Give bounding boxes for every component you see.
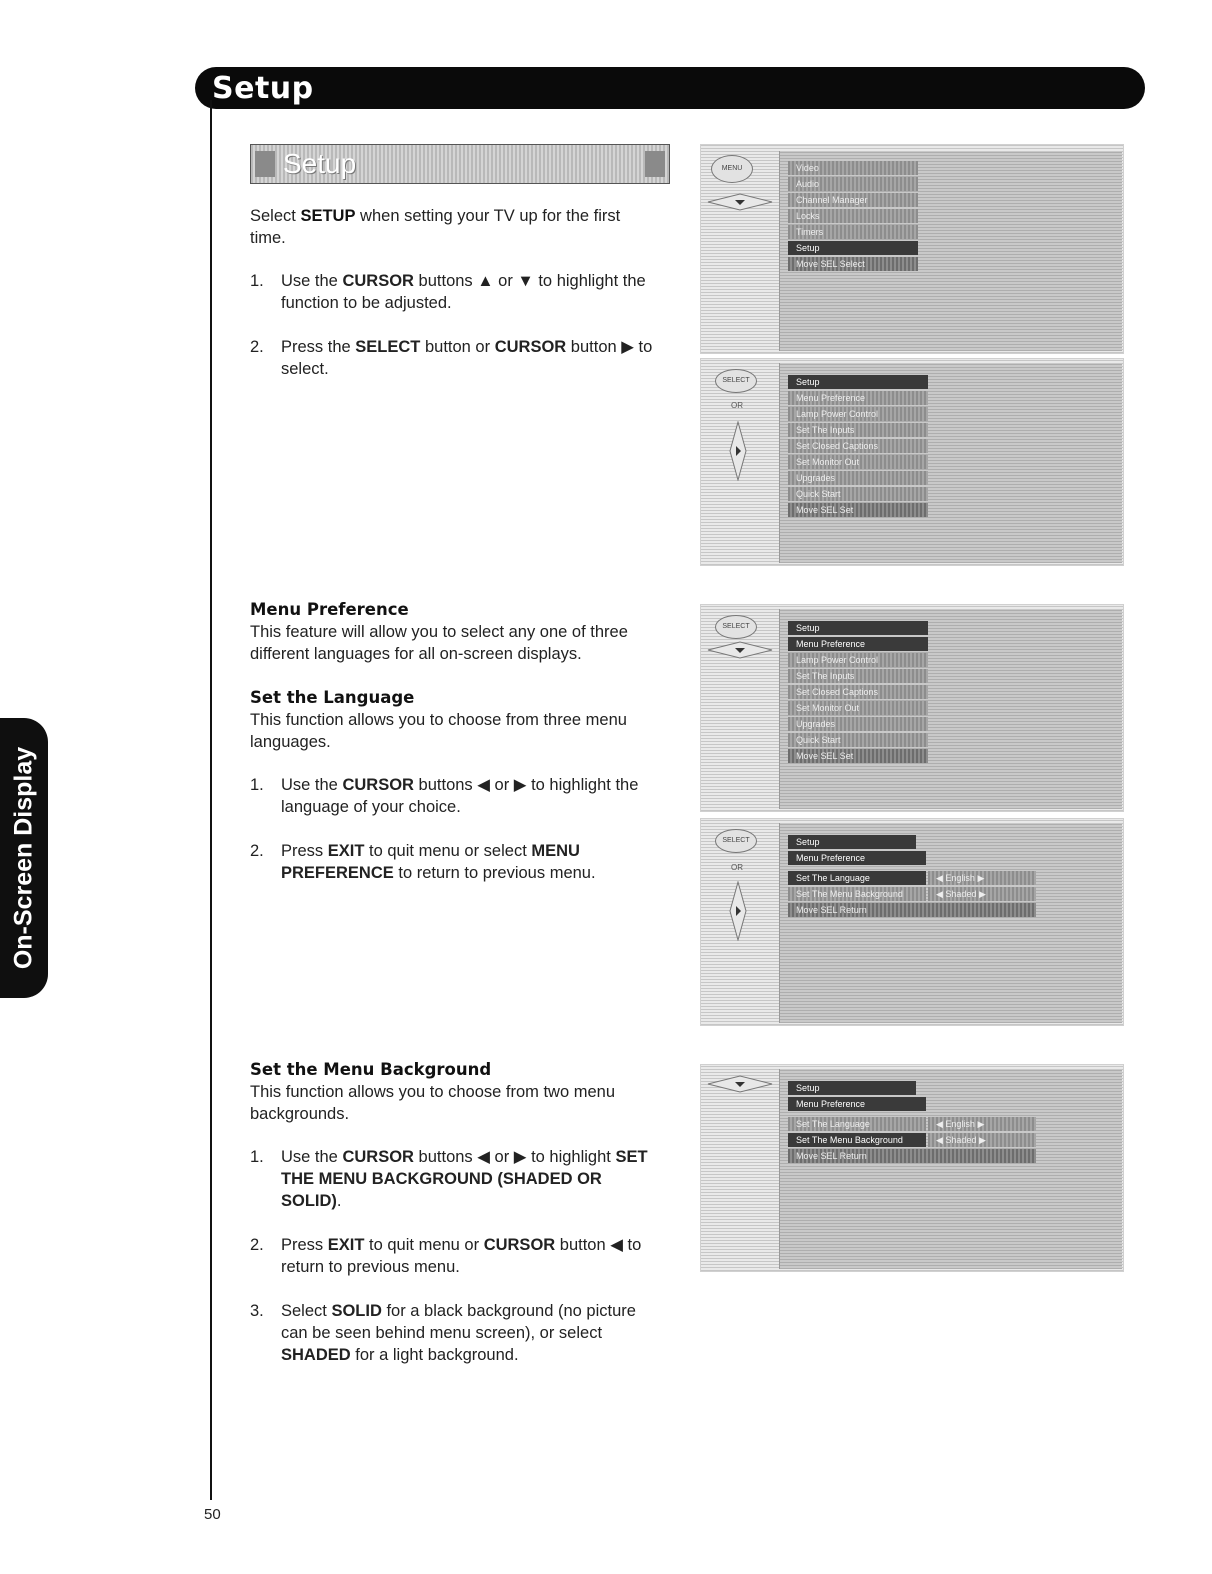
tv-screen [779, 363, 1122, 563]
background-step-1 [250, 1146, 670, 1212]
menu-item: Video [788, 161, 918, 175]
menu-item: Upgrades [788, 717, 928, 731]
menu-item: Set The Inputs [788, 423, 928, 437]
menu-title: Setup [788, 375, 928, 389]
background-step-2 [250, 1234, 670, 1278]
screenshot-setup-menu [700, 358, 1124, 566]
menu-subtitle: Menu Preference [788, 1097, 926, 1111]
menu-item: Quick Start [788, 733, 928, 747]
menu-item: Lamp Power Control [788, 653, 928, 667]
background-step-3 [250, 1300, 670, 1366]
menu-item: Menu Preference [788, 391, 928, 405]
menu-preference-text: This feature will allow you to select any one of three different languages for all on-screen displays. [250, 623, 628, 663]
preference-menu [788, 835, 1038, 919]
set-language-text: This function allows you to choose from three menu languages. [250, 711, 627, 751]
background-value: ◀ Shaded ▶ [928, 1133, 1036, 1147]
step-text: Press the SELECT button or CURSOR button ▶ to select. [281, 338, 653, 378]
intro-text-part: Select [250, 207, 301, 225]
or-label: OR [731, 863, 743, 872]
menu-item: Set Closed Captions [788, 439, 928, 453]
language-row [788, 1117, 1038, 1131]
step-number: 2. [250, 338, 264, 356]
cursor-down-icon [707, 193, 773, 211]
set-background-heading: Set the Menu Background [250, 1060, 492, 1079]
header-bar [195, 67, 1145, 109]
cursor-down-icon [707, 641, 773, 659]
language-row [788, 871, 1038, 885]
screenshot-main-menu [700, 144, 1124, 354]
step-number: 3. [250, 1302, 264, 1320]
background-row [788, 887, 1038, 901]
preference-menu [788, 1081, 1038, 1165]
select-button-icon: SELECT [715, 615, 757, 639]
menu-footer: Move SEL Return [788, 1149, 1036, 1163]
step-text: Select SOLID for a black background (no picture can be seen behind menu screen), or select SHADED for a light background. [281, 1302, 636, 1364]
step-number: 2. [250, 842, 264, 860]
step-text: Use the CURSOR buttons ◀ or ▶ to highlight SET THE MENU BACKGROUND (SHADED OR SOLID). [281, 1148, 648, 1210]
menu-title: Setup [788, 835, 916, 849]
menu-item: Timers [788, 225, 918, 239]
language-value: ◀ English ▶ [928, 871, 1036, 885]
menu-item: Set Closed Captions [788, 685, 928, 699]
intro-text-bold: SETUP [300, 207, 356, 225]
select-button-icon: SELECT [715, 829, 757, 853]
intro-step-2 [250, 336, 670, 380]
language-step-1 [250, 774, 670, 818]
menu-item: Locks [788, 209, 918, 223]
menu-footer: Move SEL Return [788, 903, 1036, 917]
cursor-down-icon [707, 1075, 773, 1093]
menu-title: Setup [788, 621, 928, 635]
intro-text [250, 205, 650, 249]
menu-item-selected: Menu Preference [788, 637, 928, 651]
menu-item: Lamp Power Control [788, 407, 928, 421]
step-text: Use the CURSOR buttons ◀ or ▶ to highlight the language of your choice. [281, 776, 639, 816]
menu-item-selected: Setup [788, 241, 918, 255]
menu-item: Set Monitor Out [788, 455, 928, 469]
screenshot-set-background [700, 1064, 1124, 1272]
page-number: 50 [204, 1506, 221, 1523]
step-text: Press EXIT to quit menu or select MENU PREFERENCE to return to previous menu. [281, 842, 596, 882]
menu-footer: Move SEL Set [788, 749, 928, 763]
or-label: OR [731, 401, 743, 410]
menu-item: Audio [788, 177, 918, 191]
banner-label: Setup [283, 148, 357, 179]
menu-item: Set The Inputs [788, 669, 928, 683]
menu-subtitle: Menu Preference [788, 851, 926, 865]
step-number: 1. [250, 272, 264, 290]
step-text: Press EXIT to quit menu or CURSOR button ◀ to return to previous menu. [281, 1236, 642, 1276]
cursor-right-icon [729, 881, 747, 941]
page-title: Setup [212, 71, 314, 106]
menu-item: Channel Manager [788, 193, 918, 207]
intro-step-1 [250, 270, 670, 314]
cursor-right-icon [729, 421, 747, 481]
tv-screen [779, 823, 1122, 1023]
intro-text-part: when setting your TV up for the first time. [250, 207, 621, 247]
side-tab-label: On-Screen Display [9, 746, 38, 970]
margin-rule [210, 100, 212, 1500]
menu-item-selected: Set The Menu Background [788, 1133, 926, 1147]
menu-item: Quick Start [788, 487, 928, 501]
step-text: Use the CURSOR buttons ▲ or ▼ to highlight the function to be adjusted. [281, 272, 646, 312]
set-language-heading: Set the Language [250, 688, 415, 707]
step-number: 1. [250, 1148, 264, 1166]
banner-icon-left [255, 151, 275, 177]
banner-icon-right [645, 151, 665, 177]
tv-screen [779, 1069, 1122, 1269]
menu-button-icon: MENU [711, 155, 753, 183]
background-value: ◀ Shaded ▶ [928, 887, 1036, 901]
set-background-text: This function allows you to choose from two menu backgrounds. [250, 1083, 616, 1123]
menu-item: Set The Menu Background [788, 887, 926, 901]
menu-title: Setup [788, 1081, 916, 1095]
menu-item: Upgrades [788, 471, 928, 485]
step-number: 2. [250, 1236, 264, 1254]
setup-menu [788, 621, 928, 765]
menu-footer: Move SEL Set [788, 503, 928, 517]
select-button-icon: SELECT [715, 369, 757, 393]
setup-menu [788, 375, 928, 519]
menu-preference-heading: Menu Preference [250, 600, 409, 619]
language-value: ◀ English ▶ [928, 1117, 1036, 1131]
menu-footer: Move SEL Select [788, 257, 918, 271]
step-number: 1. [250, 776, 264, 794]
tv-screen [779, 151, 1122, 351]
background-row [788, 1133, 1038, 1147]
setup-banner [250, 144, 670, 184]
language-step-2 [250, 840, 670, 884]
menu-item: Set Monitor Out [788, 701, 928, 715]
menu-item-selected: Set The Language [788, 871, 926, 885]
screenshot-menu-preference [700, 604, 1124, 812]
screenshot-set-language [700, 818, 1124, 1026]
tv-screen [779, 609, 1122, 809]
main-menu [788, 161, 918, 273]
menu-item: Set The Language [788, 1117, 926, 1131]
